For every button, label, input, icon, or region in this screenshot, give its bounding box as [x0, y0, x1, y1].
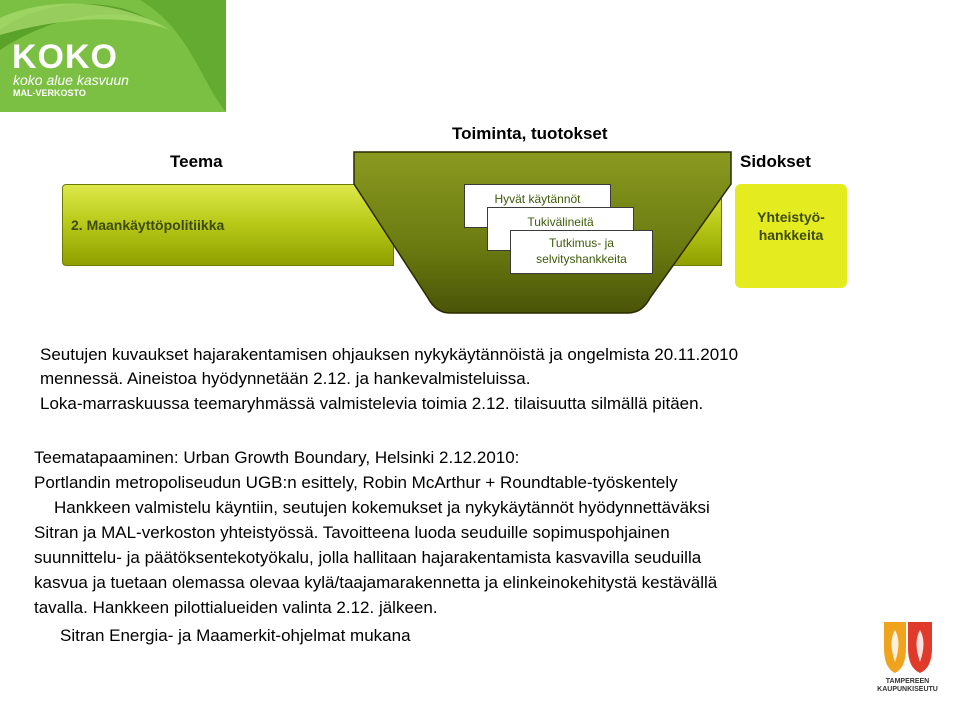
tampere-region-logo [870, 618, 945, 696]
logo-title: KOKO [12, 38, 118, 76]
p2-line-5: suunnittelu- ja päätöksentekotyökalu, jolla hallitaan hajarakentamista kasvavilla seuduilla [34, 548, 702, 567]
logo-network: MAL-VERKOSTO [13, 88, 86, 98]
theme-label: 2. Maankäyttöpolitiikka [71, 217, 225, 233]
koko-logo [0, 0, 226, 112]
cooperation-projects-label: Yhteistyö-hankkeita [757, 209, 825, 243]
card-good-practices: Hyvät käytännöt [464, 184, 611, 228]
tampere-region-label: TAMPEREEN KAUPUNKISEUTU [877, 678, 938, 693]
header-left: Teema [170, 152, 223, 171]
body-line-3: Loka-marraskuussa teemaryhmässä valmistelevia toimia 2.12. tilaisuutta silmällä pitäen. [40, 394, 704, 413]
logo-subtitle: koko alue kasvuun [13, 72, 129, 88]
header-middle: Toiminta, tuotokset [452, 124, 608, 143]
p2-line-3: Hankkeen valmistelu käyntiin, seutujen kokemukset ja nykykäytännöt hyödynnettäväksi [54, 498, 710, 517]
cooperation-projects-box [735, 184, 847, 288]
p2-line-4: Sitran ja MAL-verkoston yhteistyössä. Tavoitteena luoda seuduille sopimuspohjainen [34, 523, 670, 542]
body-line-2: mennessä. Aineistoa hyödynnetään 2.12. ja hankevalmisteluissa. [40, 369, 531, 388]
p2-line-6: kasvua ja tuetaan olemassa olevaa kylä/taajamarakennetta ja elinkeinokehitystä kestävällä [34, 573, 718, 592]
card-support-tools: Tukivälineitä [487, 207, 634, 251]
p2-line-2: Portlandin metropoliseudun UGB:n esittely, Robin McArthur + Roundtable-työskentely [34, 473, 678, 492]
header-right: Sidokset [740, 152, 811, 171]
body-line-1: Seutujen kuvaukset hajarakentamisen ohjauksen nykykäytännöistä ja ongelmista 20.11.2010 [40, 345, 739, 364]
p2-line-8: Sitran Energia- ja Maamerkit-ohjelmat mukana [60, 626, 411, 645]
p2-line-7: tavalla. Hankkeen pilottialueiden valinta 2.12. jälkeen. [34, 598, 438, 617]
p2-line-1: Teematapaaminen: Urban Growth Boundary, Helsinki 2.12.2010: [34, 448, 520, 467]
tampere-region-icon [870, 618, 945, 678]
theme-bar [62, 184, 394, 266]
card-research-projects: Tutkimus- ja selvityshankkeita [510, 230, 653, 274]
